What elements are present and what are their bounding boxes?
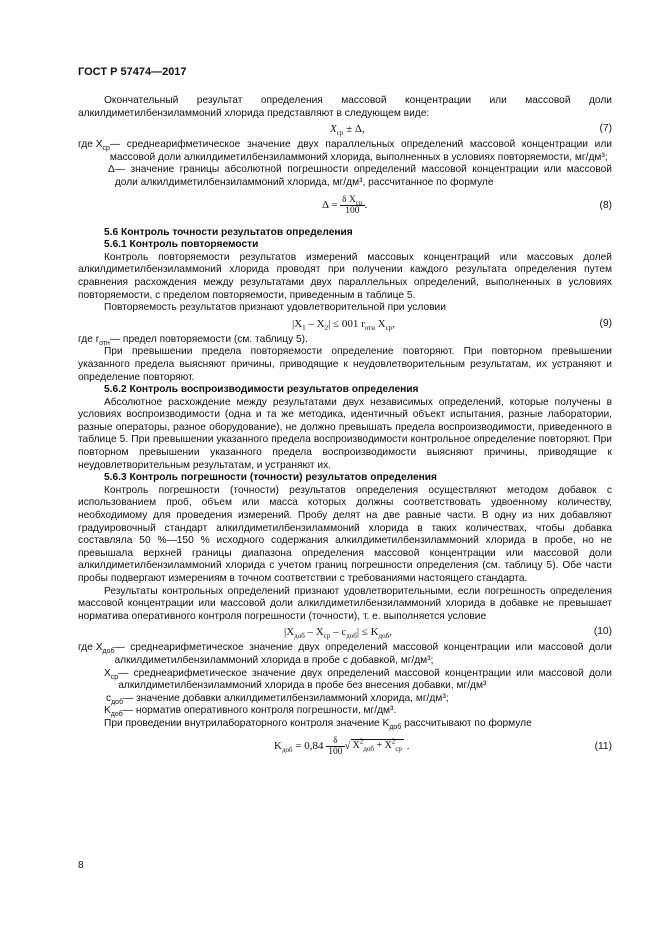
formula-9-expression: $|X_1 - X_2| \le 001$ $r_{отн}$ $X_{ср}$, (292, 317, 396, 332)
where-r-label: где $r_{отн}$ (78, 333, 110, 347)
formula-10-number: (10) (593, 626, 612, 638)
where-xcp-label: где $X_{ср}$ (78, 139, 110, 153)
section-5-6-3-paragraph-3: При проведении внутрилабораторного контроля значение $K_{доб}$ рассчитывают по формуле (104, 717, 532, 731)
document-header: ГОСТ Р 57474—2017 (78, 66, 187, 78)
formula-10 (78, 626, 612, 640)
formula-9-number: (9) (599, 317, 612, 329)
where-kdob-text: — норматив оперативного контроля погрешности, мг/дм³. (122, 705, 397, 717)
where-cdob-label: $c_{доб}$ (106, 692, 124, 706)
where-xcp-text: — среднеарифметическое значение двух параллельных определений массовой концентрации или массовой доли алкилдиметилбензиламмоний хлорида, выполненных в условиях повторяемости, мг/дм³; (109, 139, 612, 163)
document-body (78, 95, 612, 764)
section-5-6-1-paragraph-3: При превышении предела повторяемости определение повторяют. При повторном превышении указанного предела выясняют причины, приводящие к неудовлетворительным результатам, их устраняют и определение повторяют. (78, 346, 612, 383)
where-cdob-text: — значение добавки алкилдиметилбензиламмоний хлорида, мг/дм³; (123, 692, 449, 704)
section-5-6-title: 5.6 Контроль точности результатов определения (104, 226, 353, 238)
section-5-6-2-paragraph-1: Абсолютное расхождение между результатами двух независимых определений, которые получены в условиях воспроизводимости (одна и та же методика, идентичный объект испытания, разные лаборатории, разные операторы, разное оборудование), не должно превышать предела воспроизводимости, приведенного в таблице 5. При превышении указанного предела воспроизводимости контрольное определение повторяют. При повторном превышении указанного предела воспроизводимости выясняют причины, приводящие к неудовлетворительным результатам, и устраняют их. (78, 396, 612, 471)
page-number: 8 (78, 860, 84, 871)
where-r-text: — предел повторяемости (см. таблицу 5). (109, 333, 308, 345)
formula-9 (78, 318, 612, 332)
where-delta-text: — значение границы абсолютной погрешности определений массовой концентрации или массовой доли алкилдиметилбензиламмоний хлорида, мг/дм³, рассчитанное по формуле (114, 164, 612, 188)
section-5-6-3-title: 5.6.3 Контроль погрешности (точности) результатов определения (104, 472, 437, 484)
formula-7 (78, 123, 612, 137)
section-5-6-1-paragraph-2: Повторяемость результатов признают удовлетворительной при условии (104, 302, 446, 314)
where-r-definition (78, 334, 612, 347)
where-xcp2-label: $X_{ср}$ (104, 667, 119, 681)
intro-paragraph: Окончательный результат определения массовой концентрации или массовой доли алкилдиметилбензиламмоний хлорида представляют в следующем виде: (78, 95, 612, 119)
formula-7-expression: $X_{ср} \pm \Delta$, (330, 123, 365, 138)
formula-8-number: (8) (599, 199, 612, 211)
formula-11 (78, 734, 612, 762)
formula-11-number: (11) (594, 740, 612, 752)
where-xcp2-text: — среднеарифметическое значение двух определений массовой концентрации или массовой доли алкилдиметилбензиламмоний хлорида в пробе без внесения добавки, мг/дм³ (118, 667, 612, 692)
where-xcp2-definition (104, 668, 612, 693)
formula-7-number: (7) (599, 123, 612, 135)
where-kdob-label: $K_{доб}$ (104, 705, 123, 719)
formula-8 (78, 193, 612, 221)
section-5-6-3-paragraph-1: Контроль погрешности (точности) результатов определения осуществляют методом добавок с использованием проб, объем или масса которых должны соответствовать удвоенному количеству, необходимому для проведения измерений. Пробу делят на две равные части. В одну из них добавляют градуировочный стандарт алкилдиметилбензиламмоний хлорида в таких количествах, чтобы добавка составляла 50 %—150 % исходного содержания алкилдиметилбензиламмоний хлорида в пробе, но не превышала верхней границы диапазона определения массовой концентрации или массовой доли алкилдиметилбензиламмоний хлорида с учетом границ погрешности определения (см. таблицу 5). Обе части пробы подвергают измерениям в точном соответствии с требованиями настоящего стандарта. (78, 484, 612, 584)
where-xdob-text: — среднеарифметическое значение двух определений массовой концентрации или массовой доли алкилдиметилбензиламмоний хлорида в пробе с добавкой, мг/дм³; (114, 642, 612, 666)
section-5-6-3-paragraph-2: Результаты контрольных определений признают удовлетворительными, если погрешность определения массовой концентрации или массовой доли алкилдиметилбензиламмоний хлорида в добавке не превышает норматива оперативного контроля погрешности (точности), т. е. выполняется условие (78, 585, 612, 622)
formula-8-expression: Δ = $\frac{\delta X_{ср}}{100}$ . (322, 194, 368, 216)
where-delta-definition (108, 164, 612, 189)
where-xcp-definition (78, 139, 612, 164)
where-delta-label: Δ (108, 164, 115, 176)
section-5-6-1-paragraph-1: Контроль повторяемости результатов измерений массовых концентраций или массовых долей алкилдиметилбензиламмоний хлорида проводят при получении каждого результата определения путем сравнения расхождения между результатами двух параллельных определений, выполненных в условиях повторяемости, с пределом повторяемости, приведенным в таблице 5. (78, 251, 612, 301)
section-5-6-1-title: 5.6.1 Контроль повторяемости (104, 239, 259, 251)
where-kdob-definition (104, 705, 612, 718)
section-5-6-2-title: 5.6.2 Контроль воспроизводимости результатов определения (104, 384, 419, 396)
where-xdob-definition (78, 642, 612, 667)
formula-11-expression: $K_{доб} = 0,84$ $\frac{\delta}{100}$ √ $X^2_{доб} + X^2_{ср}$ . (274, 735, 410, 757)
formula-10-expression: $|X_{доб} - X_{ср} - c_{доб}| \le K_{доб}$, (284, 626, 392, 641)
where-xdob-label: где $X_{доб}$ (78, 642, 115, 656)
where-cdob-definition (106, 693, 612, 706)
